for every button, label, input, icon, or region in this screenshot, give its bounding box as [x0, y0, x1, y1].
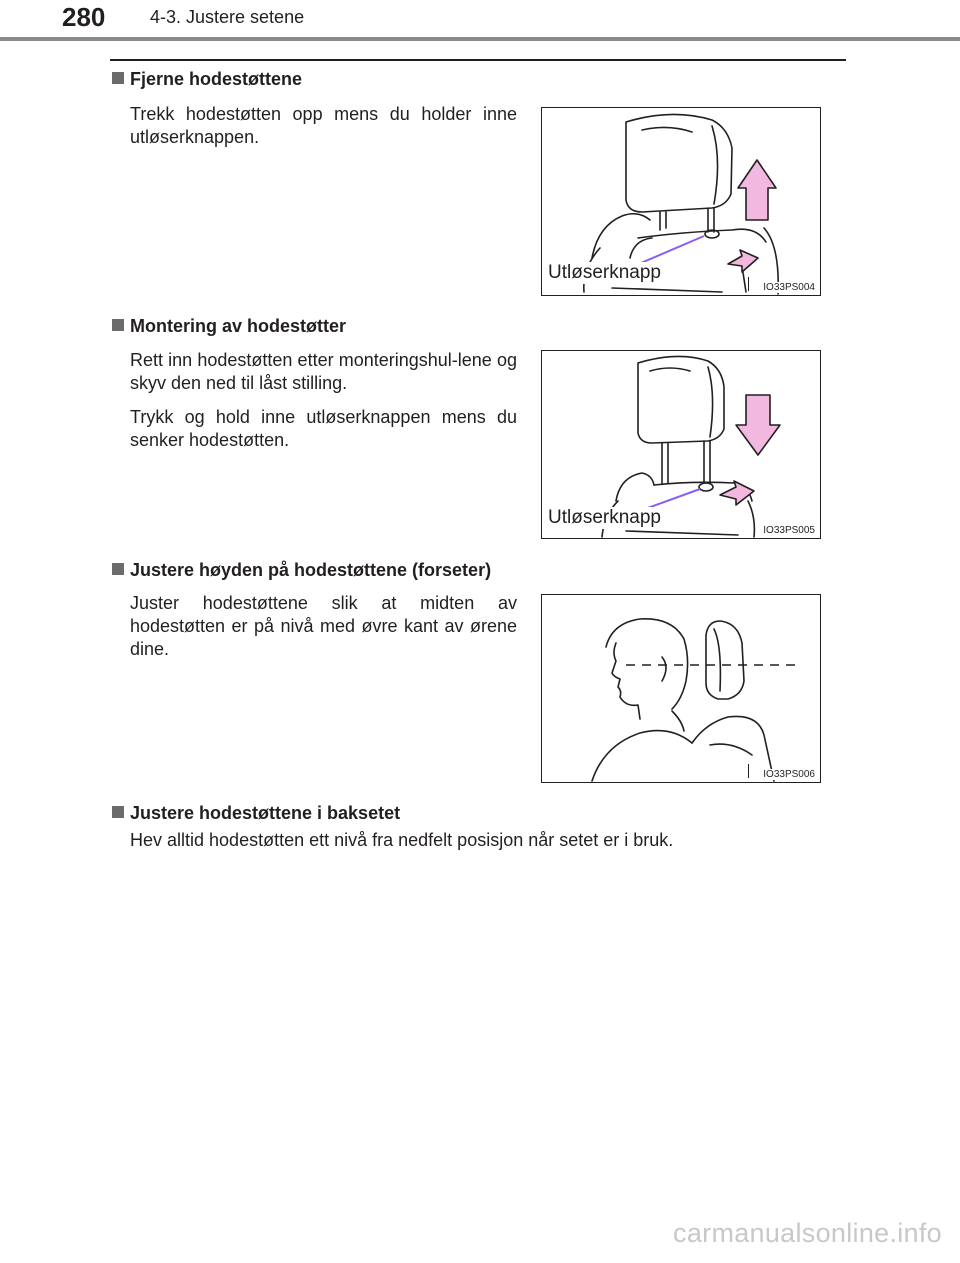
- section-heading-adjust-height-front: [112, 560, 491, 581]
- square-bullet-icon: [112, 319, 124, 331]
- figure-code-rule: [748, 277, 749, 291]
- heading-text: Montering av hodestøtter: [130, 316, 347, 336]
- figure-code: IO33PS006: [763, 769, 815, 780]
- section-body-install-headrest: [130, 349, 517, 463]
- watermark: carmanualsonline.info: [673, 1218, 942, 1248]
- pull-up-arrow-icon: [738, 160, 776, 220]
- section-body-adjust-height-front: [130, 592, 517, 672]
- section-heading-rear-headrests: [112, 803, 400, 824]
- header-rule: [0, 37, 960, 41]
- square-bullet-icon: [112, 806, 124, 818]
- section-heading-remove-headrest: [112, 69, 302, 90]
- release-button-label: Utløserknapp: [548, 262, 664, 284]
- release-button-label: Utløserknapp: [548, 507, 664, 529]
- section-body-remove-headrest: [130, 103, 517, 160]
- push-down-arrow-icon: [736, 395, 780, 455]
- paragraph: Juster hodestøttene slik at midten av hodestøtten er på nivå med øvre kant av ørene dine.: [130, 593, 517, 659]
- head-position-illustration: [542, 595, 821, 783]
- heading-text: Justere hodestøttene i baksetet: [130, 803, 401, 823]
- heading-text: Justere høyden på hodestøttene (forseter): [130, 560, 492, 580]
- press-arrow-icon: [728, 250, 758, 272]
- figure-remove-headrest: [541, 107, 821, 296]
- figure-install-headrest: [541, 350, 821, 539]
- section-rule: [110, 59, 846, 61]
- paragraph: Trykk og hold inne utløserknappen mens du senker hodestøtten.: [130, 407, 517, 450]
- section-body-rear-headrests: Hev alltid hodestøtten ett nivå fra nedfelt posisjon når setet er i bruk.: [130, 830, 674, 850]
- heading-text: Fjerne hodestøttene: [130, 69, 303, 89]
- section-heading-install-headrest: [112, 316, 346, 337]
- figure-code-rule: [748, 764, 749, 778]
- square-bullet-icon: [112, 72, 124, 84]
- paragraph: Trekk hodestøtten opp mens du holder inne utløserknappen.: [130, 104, 517, 147]
- figure-code: IO33PS004: [763, 282, 815, 293]
- figure-code: IO33PS005: [763, 525, 815, 536]
- figure-adjust-height: [541, 594, 821, 783]
- page-number: 280: [62, 2, 106, 32]
- paragraph: Rett inn hodestøtten etter monteringshul-lene og skyv den ned til låst stilling.: [130, 350, 517, 393]
- chapter-title: 4-3. Justere setene: [150, 7, 305, 27]
- square-bullet-icon: [112, 563, 124, 575]
